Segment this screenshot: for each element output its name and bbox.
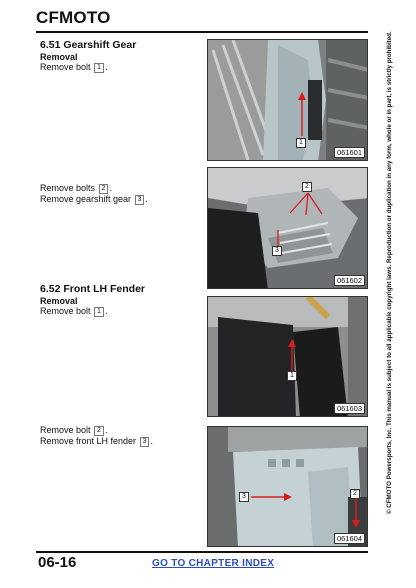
step-remove-bolt: Remove bolt 1 . (40, 62, 108, 72)
callout-ref: 2 (94, 426, 104, 436)
callout-ref: 1 (94, 63, 104, 73)
figure-gearshift-bolt (207, 39, 368, 161)
photo-front-lh-fender (208, 427, 368, 547)
callout-1: 1 (296, 138, 306, 148)
callout-ref: 2 (99, 184, 109, 194)
step-remove-front-lh-fender: Remove front LH fender 3 . (40, 436, 153, 446)
callout-3: 3 (239, 492, 249, 502)
step-remove-bolts: Remove bolts 2 . (40, 183, 112, 193)
step-remove-gearshift-gear: Remove gearshift gear 3 . (40, 194, 148, 204)
callout-ref: 1 (94, 307, 104, 317)
callout-ref: 3 (135, 195, 145, 205)
photo-gearshift-gear (208, 168, 368, 289)
copyright-notice: © CFMOTO Powersports, Inc. This manual is subject to all applicable copyright laws. Reproduction or duplication in any form, whole or in part, is strictly prohibited. (386, 31, 393, 514)
brand-logo: CFMOTO (36, 8, 111, 27)
callout-3: 3 (272, 246, 282, 256)
photo-fender-bolt (208, 297, 368, 417)
callout-2: 2 (302, 182, 312, 192)
callout-1: 1 (287, 371, 297, 381)
subtitle-removal: Removal (40, 296, 78, 306)
figure-code: 061601 (334, 147, 365, 158)
figure-fender-bolt (207, 296, 368, 417)
callout-2: 2 (350, 489, 360, 499)
step-remove-bolt: Remove bolt 2 . (40, 425, 108, 435)
section-title-front-lh-fender: 6.52 Front LH Fender (40, 283, 146, 295)
figure-code: 061602 (334, 275, 365, 286)
subtitle-removal: Removal (40, 52, 78, 62)
page-number: 06-16 (38, 554, 77, 571)
figure-fender-removal (207, 426, 368, 547)
step-remove-bolt: Remove bolt 1 . (40, 306, 108, 316)
chapter-index-link[interactable]: GO TO CHAPTER INDEX (152, 558, 275, 569)
photo-engine-frame (208, 40, 368, 161)
figure-code: 061604 (334, 533, 365, 544)
callout-ref: 3 (140, 437, 150, 447)
figure-code: 061603 (334, 403, 365, 414)
figure-gearshift-gear (207, 167, 368, 289)
header-rule (36, 31, 368, 33)
section-title-gearshift: 6.51 Gearshift Gear (40, 39, 137, 51)
footer-rule (36, 551, 368, 553)
